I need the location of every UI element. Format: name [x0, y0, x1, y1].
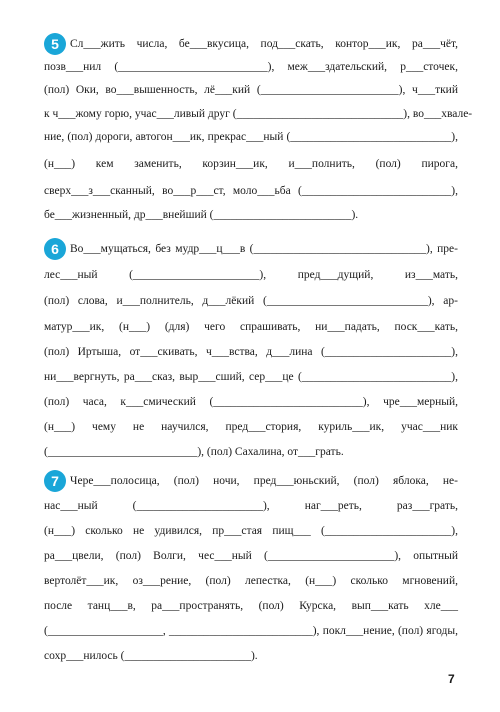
- exercise-line: бе___жизненный, др___внейший (________________________).: [44, 209, 359, 221]
- exercise-line: к ч___жому горю, учас___ливый друг (_____________________________), во___хвале-: [44, 108, 473, 120]
- exercise-line: (пол) слова, и___полнитель, д___лёкий (____________________________), ар-: [44, 295, 458, 307]
- exercise-line: Чере___полосица, (пол) ночи, пред___юньский, (пол) яблока, не-: [70, 475, 458, 487]
- exercise-line: (__________________________), (пол) Сахалина, от___грать.: [44, 446, 344, 458]
- exercise-line: позв___нил (__________________________), меж___здательский, р___сточек,: [44, 61, 458, 73]
- exercise-line: ни___вергнуть, ра___сказ, выр___сший, сер___це (__________________________),: [44, 371, 458, 383]
- exercise-line: Во___мущаться, без мудр___ц___в (______________________________), пре-: [70, 243, 458, 255]
- exercise-line: (____________________, _________________________), покл___нение, (пол) ягоды,: [44, 625, 458, 637]
- exercise-line: нас___ный (______________________), наг___реть, раз___грать,: [44, 500, 458, 512]
- exercise-line: (пол) Иртыша, от___скивать, ч___вства, д___лина (______________________),: [44, 346, 458, 358]
- exercise-line: ра___цвели, (пол) Волги, чес___ный (______________________), опытный: [44, 550, 458, 562]
- exercise-number-badge: 6: [44, 238, 66, 260]
- exercise-line: после танц___в, ра___пространять, (пол) Курска, вып___кать хле___: [44, 600, 458, 612]
- page-number: 7: [448, 672, 455, 686]
- exercise-line: ние, (пол) дороги, автогон___ик, прекрас___ный (____________________________),: [44, 131, 458, 143]
- exercise-line: вертолёт___ик, оз___рение, (пол) лепестка, (н___) сколько мгновений,: [44, 575, 458, 587]
- exercise-line: (пол) часа, к___смический (__________________________), чре___мерный,: [44, 396, 458, 408]
- exercise-line: сохр___нилось (______________________).: [44, 650, 258, 662]
- exercise-line: матур___ик, (н___) (для) чего спрашивать, ни___падать, поск___кать,: [44, 321, 458, 333]
- exercise-line: (н___) кем заменить, корзин___ик, и___полнить, (пол) пирога,: [44, 158, 458, 170]
- exercise-line: (пол) Оки, во___вышенность, лё___кий (________________________), ч___ткий: [44, 84, 458, 96]
- exercise-number-badge: 7: [44, 470, 66, 492]
- exercise-line: (н___) сколько не удивился, пр___стая пищ___ (______________________),: [44, 525, 458, 537]
- exercise-line: Сл___жить числа, бе___вкусица, под___скать, контор___ик, ра___чёт,: [70, 38, 458, 50]
- exercise-line: (н___) чему не научился, пред___стория, куриль___ик, учас___ник: [44, 421, 458, 433]
- exercise-line: сверх___з___сканный, во___р___ст, моло___ьба (__________________________),: [44, 185, 458, 197]
- exercise-number-badge: 5: [44, 33, 66, 55]
- exercise-line: лес___ный (______________________), пред___дущий, из___мать,: [44, 269, 458, 281]
